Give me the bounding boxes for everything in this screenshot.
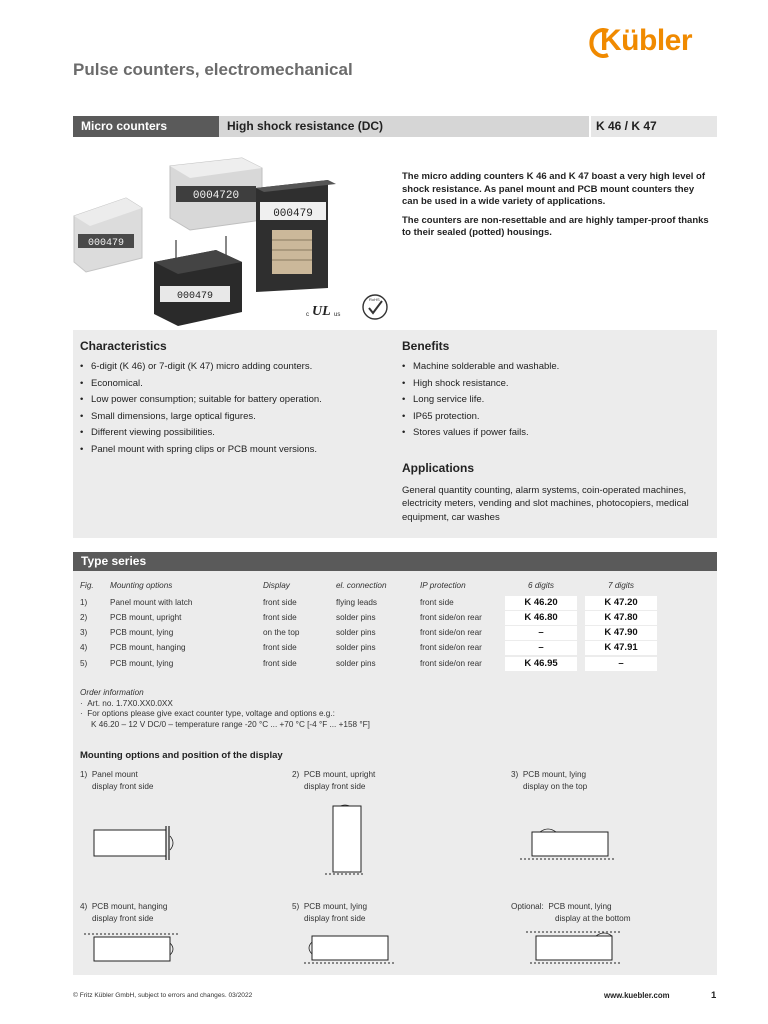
intro-text: [402, 171, 712, 246]
table-cell-connection: solder pins: [336, 643, 376, 652]
type-code-7-digit: –: [585, 657, 657, 671]
table-cell-fig: 4): [80, 643, 88, 652]
table-cell-display: front side: [263, 613, 297, 622]
table-cell-mounting: PCB mount, lying: [110, 659, 174, 668]
table-cell-mounting: PCB mount, hanging: [110, 643, 186, 652]
table-cell-fig: 3): [80, 628, 88, 637]
type-code-6-digit: –: [505, 641, 577, 655]
product-title-bar: [73, 116, 717, 137]
order-info-line: · For options please give exact counter type, voltage and options e.g.:: [80, 709, 335, 718]
page-number: 1: [711, 990, 717, 1001]
benefits-list: [402, 359, 702, 442]
table-cell-mounting: Panel mount with latch: [110, 598, 193, 607]
table-cell-fig: 5): [80, 659, 88, 668]
pcb-hanging-diagram: [84, 928, 184, 968]
type-code-7-digit: K 47.91: [585, 641, 657, 655]
table-header-connection: el. connection: [336, 581, 387, 590]
type-code-6-digit: –: [505, 626, 577, 640]
list-item: • Stores values if power fails.: [402, 425, 702, 442]
subtitle-label: High shock resistance (DC): [219, 116, 589, 137]
pcb-lying-top-diagram: [520, 824, 620, 864]
mounting-option-2: 2) PCB mount, upright display front side: [292, 770, 376, 792]
table-cell-connection: solder pins: [336, 613, 376, 622]
list-item: • High shock resistance.: [402, 376, 702, 393]
type-code-7-digit: K 47.90: [585, 626, 657, 640]
type-code-6-digit: K 46.80: [505, 611, 577, 625]
page-title: Pulse counters, electromechanical: [73, 60, 353, 79]
list-item: • IP65 protection.: [402, 409, 702, 426]
svg-text:us: us: [334, 312, 341, 318]
photo-display-right: 000479: [273, 208, 313, 220]
list-item: • Low power consumption; suitable for battery operation.: [80, 392, 390, 409]
brand-logo: Kübler: [600, 24, 693, 57]
footer-website-link[interactable]: www.kuebler.com: [604, 991, 670, 1000]
benefits-heading: Benefits: [402, 339, 450, 353]
pcb-upright-diagram: [325, 800, 365, 880]
intro-paragraph-2: The counters are non-resettable and are highly tamper-proof thanks to their sealed (potted) housings.: [402, 214, 709, 238]
mounting-option-optional: Optional: PCB mount, lying display at the bottom: [511, 902, 631, 924]
table-cell-ip: front side/on rear: [420, 659, 482, 668]
characteristics-heading: Characteristics: [80, 339, 167, 353]
table-cell-connection: solder pins: [336, 659, 376, 668]
table-header-7-digits: 7 digits: [608, 581, 634, 590]
table-header-6-digits: 6 digits: [528, 581, 554, 590]
svg-text:c: c: [306, 312, 309, 318]
table-cell-display: front side: [263, 598, 297, 607]
applications-text: General quantity counting, alarm systems, coin-operated machines, electricity meters, vending and slot machines, photocopiers, medical equipment, car washes: [402, 485, 689, 523]
type-series-heading: Type series: [81, 554, 147, 568]
table-cell-display: front side: [263, 643, 297, 652]
list-item: • Economical.: [80, 376, 390, 393]
table-cell-display: on the top: [263, 628, 300, 637]
table-cell-ip: front side: [420, 598, 454, 607]
list-item: • Panel mount with spring clips or PCB mount versions.: [80, 442, 390, 459]
order-information: [80, 688, 370, 730]
intro-paragraph-1: The micro adding counters K 46 and K 47 boast a very high level of shock resistance. As panel mount and PCB mount counters they can be used in a wide variety of applications.: [402, 171, 706, 207]
order-info-heading: Order information: [80, 688, 144, 697]
photo-display-left: 000479: [87, 238, 125, 249]
mounting-option-5: 5) PCB mount, lying display front side: [292, 902, 368, 924]
model-label: K 46 / K 47: [589, 116, 717, 137]
order-info-line: K 46.20 – 12 V DC/0 – temperature range -20 °C ... +70 °C [-4 °F ... +158 °F]: [91, 719, 370, 729]
table-cell-display: front side: [263, 659, 297, 668]
list-item: • 6-digit (K 46) or 7-digit (K 47) micro adding counters.: [80, 359, 390, 376]
type-code-7-digit: K 47.20: [585, 596, 657, 610]
table-header-fig: Fig.: [80, 581, 94, 590]
order-info-line: · Art. no. 1.7X0.XX0.0XX: [80, 698, 173, 708]
table-cell-fig: 2): [80, 613, 88, 622]
rohs-certification-icon: [360, 292, 390, 322]
pcb-lying-bottom-diagram: [526, 928, 626, 968]
photo-display-front: 000479: [176, 291, 214, 302]
table-cell-mounting: PCB mount, lying: [110, 628, 174, 637]
panel-mount-diagram: [88, 822, 188, 862]
table-header-mounting: Mounting options: [110, 581, 173, 590]
list-item: • Small dimensions, large optical figures.: [80, 409, 390, 426]
mounting-option-3: 3) PCB mount, lying display on the top: [511, 770, 588, 792]
type-code-6-digit: K 46.20: [505, 596, 577, 610]
list-item: • Long service life.: [402, 392, 702, 409]
svg-text:RoHS: RoHS: [369, 297, 380, 302]
photo-display-top: 0004720: [192, 190, 240, 202]
type-code-7-digit: K 47.80: [585, 611, 657, 625]
table-cell-ip: front side/on rear: [420, 613, 482, 622]
footer-copyright: © Fritz Kübler GmbH, subject to errors and changes. 03/2022: [73, 992, 253, 999]
table-cell-ip: front side/on rear: [420, 628, 482, 637]
table-cell-connection: solder pins: [336, 628, 376, 637]
table-cell-mounting: PCB mount, upright: [110, 613, 182, 622]
characteristics-list: [80, 359, 390, 459]
category-label: Micro counters: [73, 116, 219, 137]
type-code-6-digit: K 46.95: [505, 657, 577, 671]
table-header-display: Display: [263, 581, 290, 590]
pcb-lying-front-diagram: [300, 928, 400, 968]
list-item: • Different viewing possibilities.: [80, 425, 390, 442]
mounting-heading: Mounting options and position of the display: [80, 750, 283, 761]
svg-text:UL: UL: [312, 304, 331, 319]
mounting-option-4: 4) PCB mount, hanging display front side: [80, 902, 168, 924]
type-series-bar: [73, 552, 717, 571]
list-item: • Machine solderable and washable.: [402, 359, 702, 376]
table-cell-connection: flying leads: [336, 598, 377, 607]
table-cell-ip: front side/on rear: [420, 643, 482, 652]
ul-certification-icon: [306, 298, 346, 320]
table-cell-fig: 1): [80, 598, 88, 607]
mounting-option-1: 1) Panel mount display front side: [80, 770, 154, 792]
table-header-ip: IP protection: [420, 581, 466, 590]
applications-heading: Applications: [402, 461, 475, 475]
